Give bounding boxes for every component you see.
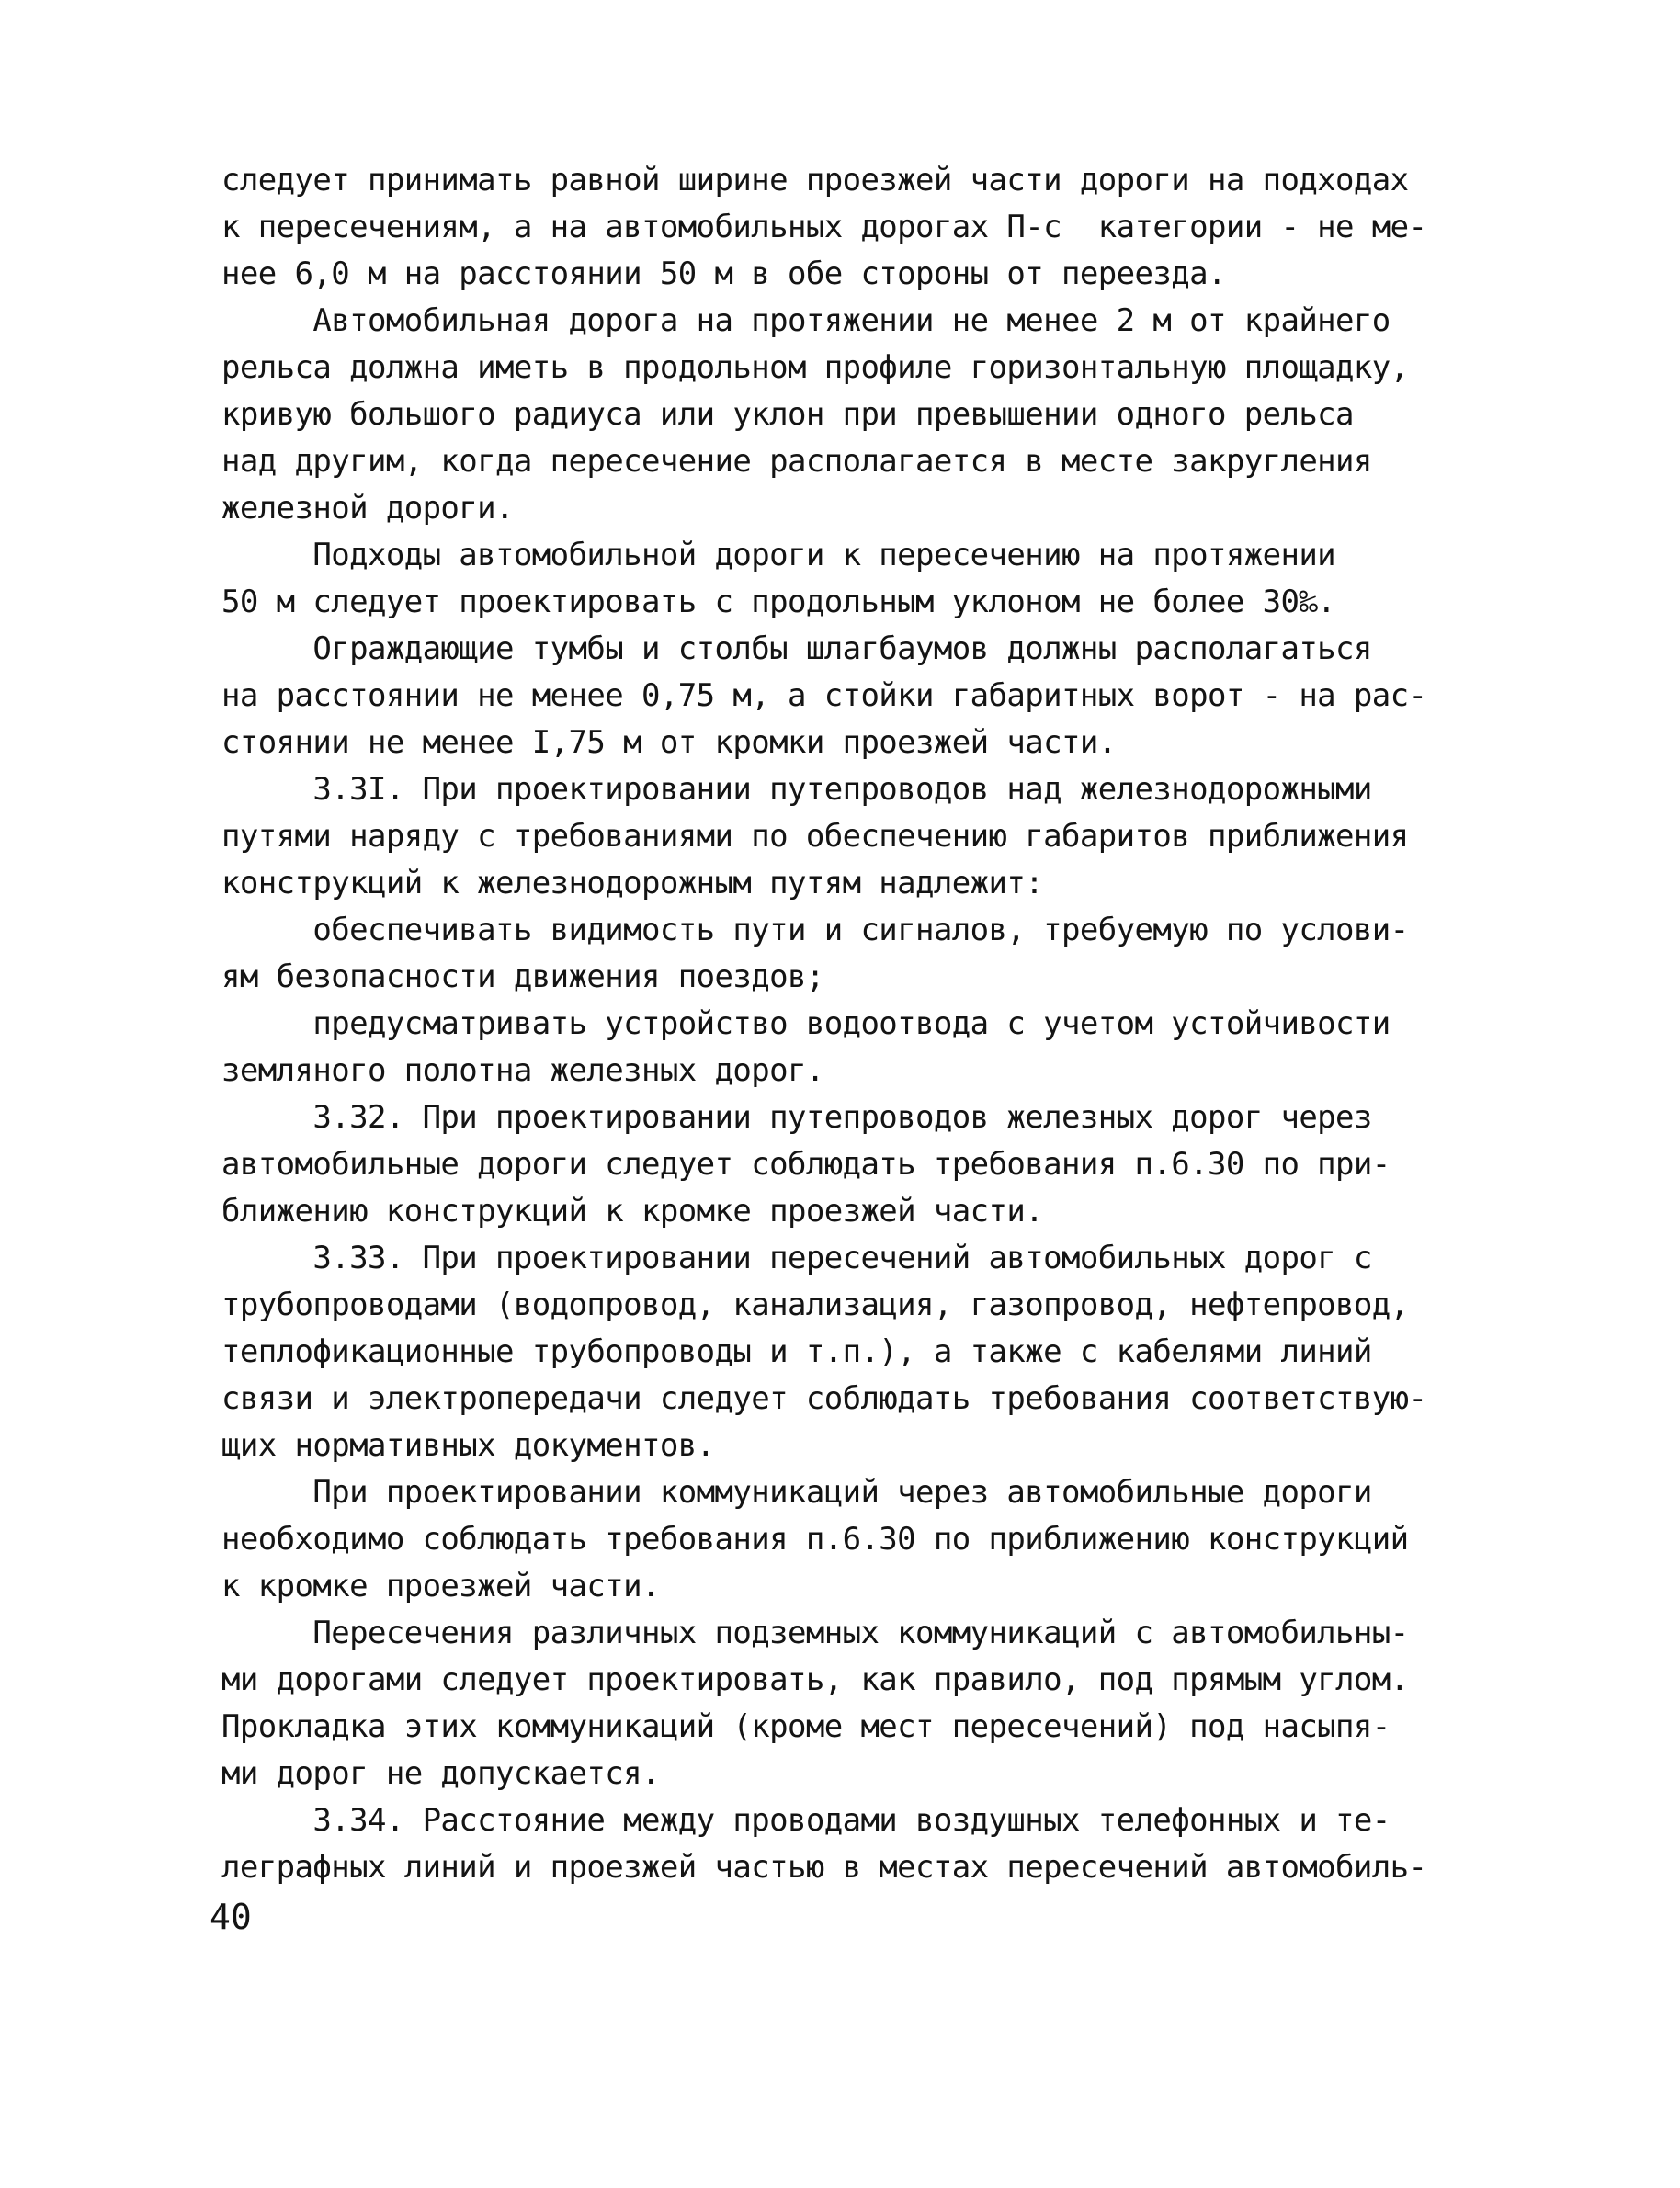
text-line: к пересечениям, а на автомобильных дорогах П-с категории - не ме- bbox=[221, 209, 1427, 245]
text-line: стоянии не менее I,75 м от кромки проезжей части. bbox=[221, 724, 1117, 761]
text-line: Автомобильная дорога на протяжении не менее 2 м от крайнего bbox=[221, 302, 1391, 339]
text-line: ям безопасности движения поездов; bbox=[221, 958, 824, 995]
text-line: 3.34. Расстояние между проводами воздушных телефонных и те- bbox=[221, 1802, 1391, 1839]
text-line: ближению конструкций к кромке проезжей части. bbox=[221, 1193, 1044, 1230]
text-line: 3.33. При проектировании пересечений автомобильных дорог с bbox=[221, 1240, 1372, 1276]
text-line: следует принимать равной ширине проезжей части дороги на подходах bbox=[221, 162, 1409, 198]
text-line: леграфных линий и проезжей частью в местах пересечений автомобиль- bbox=[221, 1849, 1427, 1886]
text-line: земляного полотна железных дорог. bbox=[221, 1052, 824, 1089]
text-line: трубопроводами (водопровод, канализация, газопровод, нефтепровод, bbox=[221, 1287, 1409, 1323]
text-line: конструкций к железнодорожным путям надлежит: bbox=[221, 865, 1044, 901]
text-line: необходимо соблюдать требования п.6.30 по приближению конструкций bbox=[221, 1521, 1409, 1558]
text-line: железной дороги. bbox=[221, 490, 514, 527]
text-line: Ограждающие тумбы и столбы шлагбаумов должны располагаться bbox=[221, 630, 1372, 667]
text-line: теплофикационные трубопроводы и т.п.), а также с кабелями линий bbox=[221, 1333, 1372, 1370]
text-line: рельса должна иметь в продольном профиле горизонтальную площадку, bbox=[221, 349, 1409, 386]
text-line: нее 6,0 м на расстоянии 50 м в обе стороны от переезда. bbox=[221, 255, 1226, 292]
text-line: 3.3I. При проектировании путепроводов над железнодорожными bbox=[221, 771, 1372, 808]
text-line: связи и электропередачи следует соблюдать требования соответствую- bbox=[221, 1380, 1427, 1417]
text-line: кривую большого радиуса или уклон при превышении одного рельса bbox=[221, 396, 1354, 433]
body-text bbox=[221, 157, 1453, 1891]
text-line: предусматривать устройство водоотвода с учетом устойчивости bbox=[221, 1005, 1391, 1042]
text-line: 50 м следует проектировать с продольным уклоном не более 30‰. bbox=[221, 584, 1336, 620]
text-line: путями наряду с требованиями по обеспечению габаритов приближения bbox=[221, 818, 1409, 855]
text-line: щих нормативных документов. bbox=[221, 1427, 715, 1464]
page-number: 40 bbox=[210, 1897, 252, 1937]
text-line: ми дорог не допускается. bbox=[221, 1755, 660, 1792]
text-line: к кромке проезжей части. bbox=[221, 1568, 660, 1604]
text-line: Пересечения различных подземных коммуникаций с автомобильны- bbox=[221, 1615, 1409, 1651]
text-line: обеспечивать видимость пути и сигналов, требуемую по услови- bbox=[221, 912, 1409, 948]
text-line: над другим, когда пересечение располагается в месте закругления bbox=[221, 443, 1372, 480]
text-line: Подходы автомобильной дороги к пересечению на протяжении bbox=[221, 537, 1336, 573]
text-line: автомобильные дороги следует соблюдать требования п.6.30 по при- bbox=[221, 1146, 1391, 1183]
text-line: на расстоянии не менее 0,75 м, а стойки габаритных ворот - на рас- bbox=[221, 677, 1427, 714]
text-line: Прокладка этих коммуникаций (кроме мест пересечений) под насыпя- bbox=[221, 1708, 1391, 1745]
text-line: ми дорогами следует проектировать, как правило, под прямым углом. bbox=[221, 1661, 1409, 1698]
text-line: 3.32. При проектировании путепроводов железных дорог через bbox=[221, 1099, 1372, 1136]
text-line: При проектировании коммуникаций через автомобильные дороги bbox=[221, 1474, 1372, 1511]
